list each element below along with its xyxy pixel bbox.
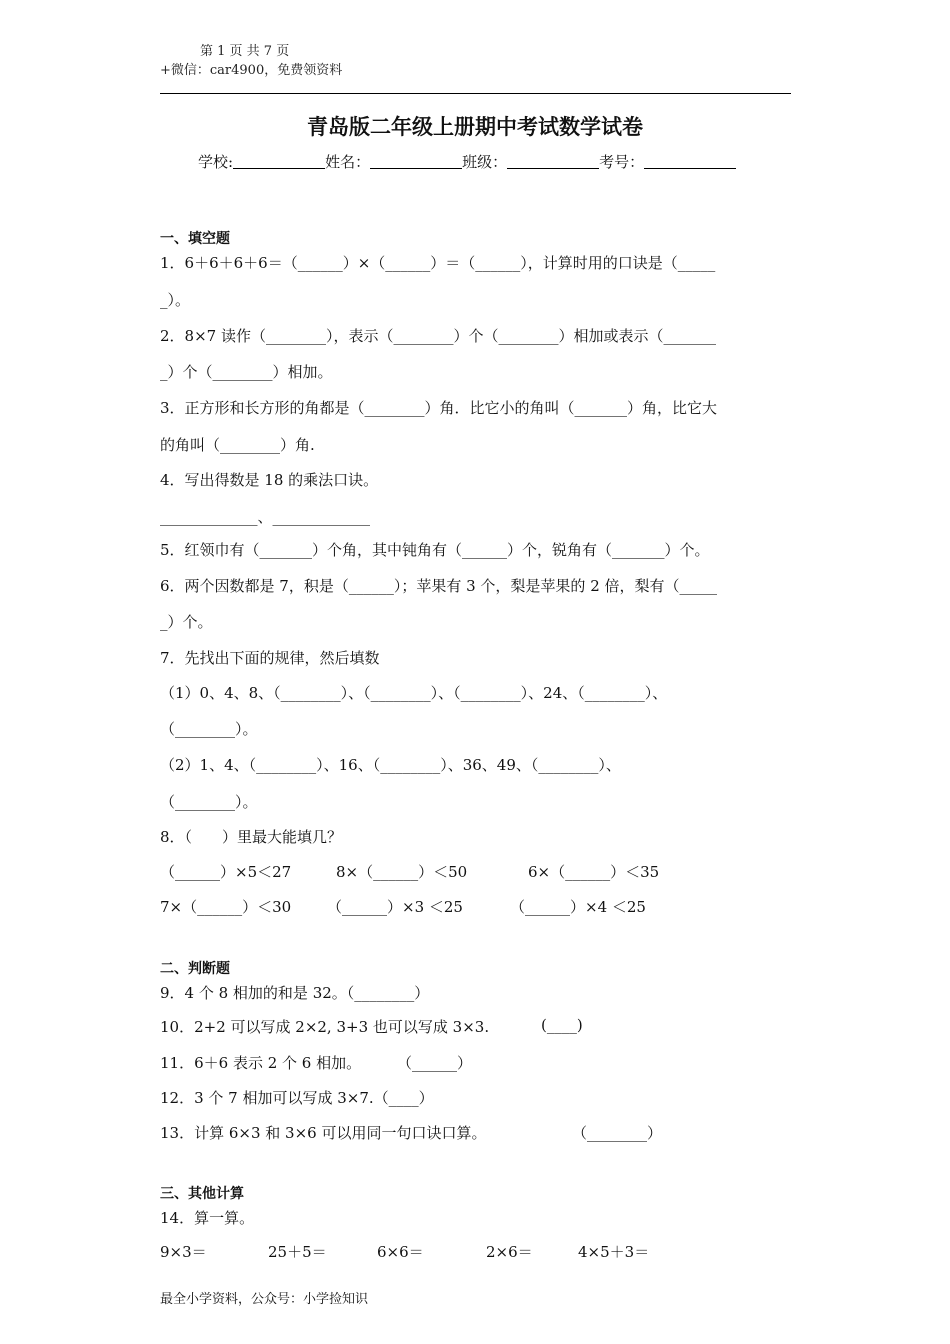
- question-7-part-1-line-1: （1）0、4、8、（________）、（________）、（________）、24、（________）、: [160, 684, 668, 702]
- question-10-blank: (____): [541, 1016, 583, 1034]
- question-5: 5．红领巾有（_______）个角，其中钝角有（______）个，锐角有（_______）个。: [160, 541, 710, 559]
- class-field[interactable]: [507, 153, 599, 169]
- question-3-line-1: 3．正方形和长方形的角都是（________）角．比它小的角叫（_______）角，比它大: [160, 399, 718, 417]
- promo-text: +微信：car4900，免费领资料: [160, 63, 343, 78]
- calc-item-5: 4×5＋3＝: [578, 1243, 650, 1261]
- page-info: 第 1 页 共 7 页: [200, 44, 290, 59]
- question-9: 9．4 个 8 相加的和是 32。（________）: [160, 984, 430, 1002]
- question-8-item-5: （______）×3 ＜25: [327, 898, 463, 916]
- question-13: 13．计算 6×3 和 3×6 可以用同一句口诀口算。: [160, 1124, 487, 1142]
- question-13-blank: （________）: [572, 1124, 663, 1142]
- question-11-blank: （______）: [397, 1054, 473, 1072]
- exam-no-label: 考号：: [599, 153, 645, 171]
- student-info-line: [198, 151, 736, 172]
- question-8: 8．（ ）里最大能填几？: [160, 828, 343, 846]
- header-rule: [160, 93, 791, 94]
- question-7: 7．先找出下面的规律，然后填数: [160, 649, 380, 667]
- question-11: 11．6＋6 表示 2 个 6 相加。: [160, 1054, 362, 1072]
- exam-no-field[interactable]: [644, 153, 736, 169]
- question-8-item-6: （______）×4 ＜25: [510, 898, 646, 916]
- name-label: 姓名：: [325, 153, 371, 171]
- question-7-part-2-line-1: （2）1、4、（________）、16、（________）、36、49、（________）、: [160, 756, 621, 774]
- question-2-line-1: 2．8×7 读作（________），表示（________）个（________）相加或表示（_______: [160, 327, 716, 345]
- question-7-part-1-line-2: （________）。: [160, 720, 258, 738]
- question-8-item-2: 8×（______）＜50: [336, 863, 468, 881]
- question-12: 12．3 个 7 相加可以写成 3×7.（____）: [160, 1089, 434, 1107]
- question-4-line-1: 4．写出得数是 18 的乘法口诀。: [160, 471, 379, 489]
- school-label: 学校:: [198, 153, 234, 171]
- section-fill-blank: 一、填空题: [160, 231, 230, 247]
- question-1-line-2: _）。: [160, 291, 191, 309]
- calc-item-2: 25＋5＝: [268, 1243, 327, 1261]
- question-8-item-3: 6×（______）＜35: [528, 863, 660, 881]
- section-true-false: 二、判断题: [160, 961, 230, 977]
- calc-item-1: 9×3＝: [160, 1243, 207, 1261]
- section-other-calc: 三、其他计算: [160, 1186, 244, 1202]
- question-14: 14．算一算。: [160, 1209, 255, 1227]
- calc-item-4: 2×6＝: [486, 1243, 533, 1261]
- question-10: 10．2+2 可以写成 2×2, 3+3 也可以写成 3×3.: [160, 1018, 490, 1036]
- calc-item-3: 6×6＝: [377, 1243, 424, 1261]
- question-7-part-2-line-2: （________）。: [160, 793, 258, 811]
- question-6-line-2: _）个。: [160, 613, 213, 631]
- question-1-line-1: 1．6＋6＋6＋6＝（______）×（______）＝（______），计算时用的口诀是（_____: [160, 254, 716, 272]
- question-6-line-1: 6．两个因数都是 7，积是（______）；苹果有 3 个，梨是苹果的 2 倍，梨有（_____: [160, 577, 718, 595]
- question-8-item-1: （______）×5＜27: [160, 863, 292, 881]
- question-8-item-4: 7×（______）＜30: [160, 898, 292, 916]
- question-4-answer-line: _____________、_____________: [160, 508, 371, 526]
- name-field[interactable]: [370, 153, 462, 169]
- exam-title: 青岛版二年级上册期中考试数学试卷: [307, 115, 643, 139]
- question-2-line-2: _）个（________）相加。: [160, 363, 333, 381]
- class-label: 班级：: [462, 153, 508, 171]
- school-field[interactable]: [233, 153, 325, 169]
- question-3-line-2: 的角叫（________）角.: [160, 436, 315, 454]
- footer-text: 最全小学资料，公众号：小学捡知识: [160, 1292, 369, 1307]
